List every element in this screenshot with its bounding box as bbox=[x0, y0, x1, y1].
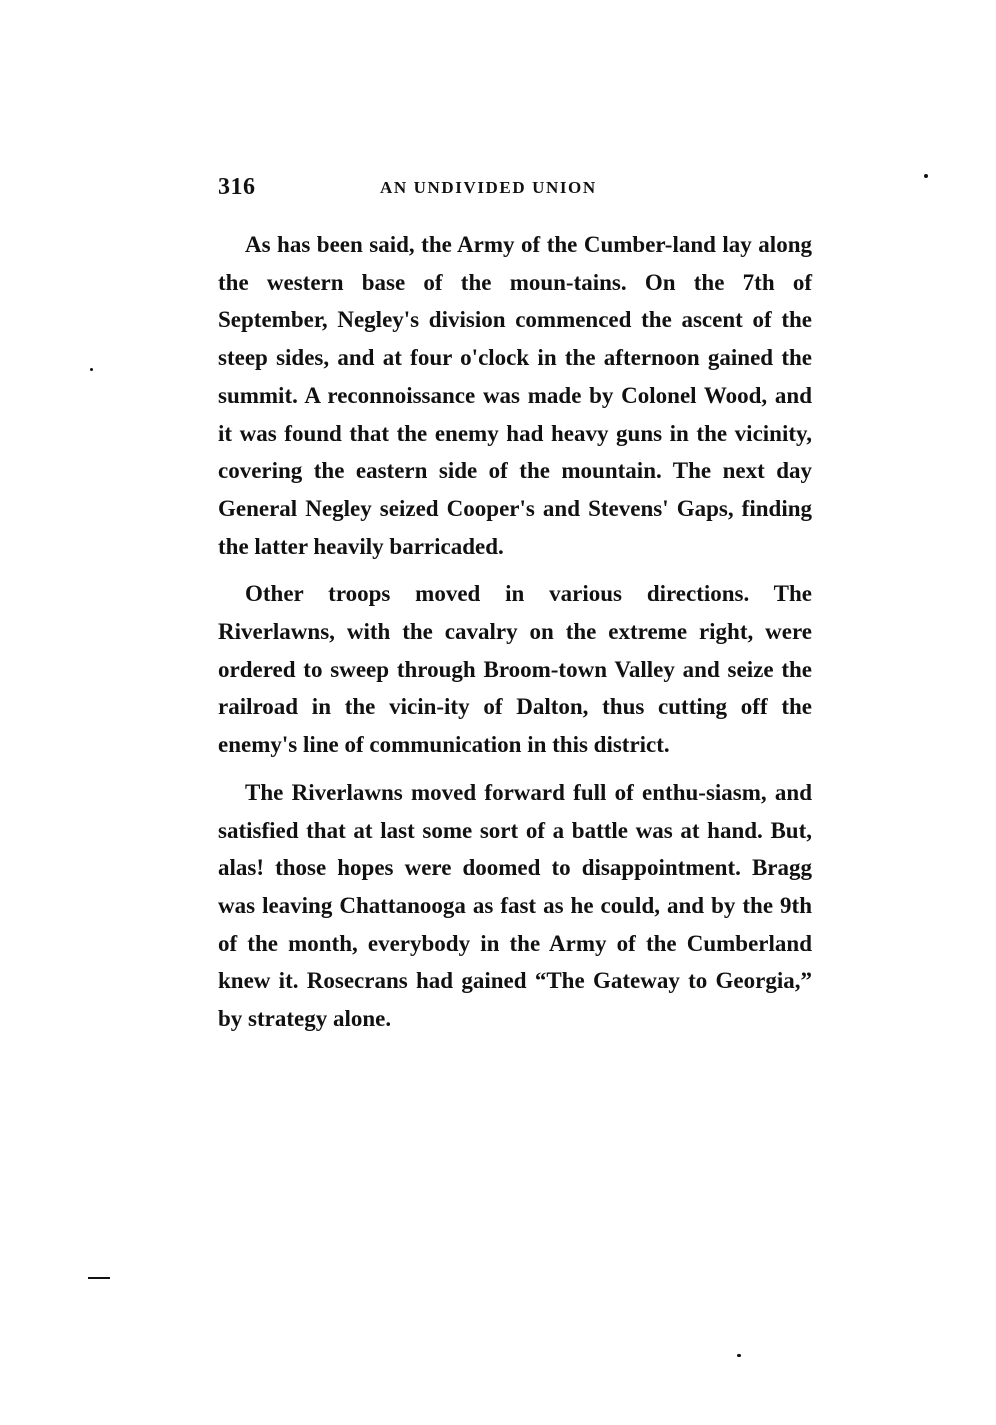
running-head: AN UNDIVIDED UNION bbox=[380, 178, 597, 197]
scan-speck bbox=[924, 174, 928, 178]
page-number: 316 bbox=[218, 174, 256, 200]
scan-speck bbox=[90, 368, 93, 371]
scan-dash-mark bbox=[88, 1277, 110, 1279]
page-header bbox=[218, 174, 812, 204]
paragraph-2: Other troops moved in various directions. The Riverlawns, with the cavalry on the extreme right, were ordered to sweep through Broom-town Valley and seize the railroad in the vicin-ity of Dalton, thus cutting off the enemy's line of communication in this district. bbox=[218, 581, 812, 758]
scan-speck bbox=[737, 1354, 741, 1357]
paragraph-1: As has been said, the Army of the Cumber-land lay along the western base of the moun-tains. On the 7th of September, Negley's division commenced the ascent of the steep sides, and at four o'clock in the afternoon gained the summit. A reconnoissance was made by Colonel Wood, and it was found that the enemy had heavy guns in the vicinity, covering the eastern side of the mountain. The next day General Negley seized Cooper's and Stevens' Gaps, finding the latter heavily barricaded. bbox=[218, 232, 812, 559]
paragraph-3: The Riverlawns moved forward full of enthu-siasm, and satisfied that at last some sort of a battle was at hand. But, alas! those hopes were doomed to disappointment. Bragg was leaving Chattanooga as fast as he could, and by the 9th of the month, everybody in the Army of the Cumberland knew it. Rosecrans had gained “The Gateway to Georgia,” by strategy alone. bbox=[218, 779, 812, 1032]
body-text bbox=[218, 226, 812, 1048]
